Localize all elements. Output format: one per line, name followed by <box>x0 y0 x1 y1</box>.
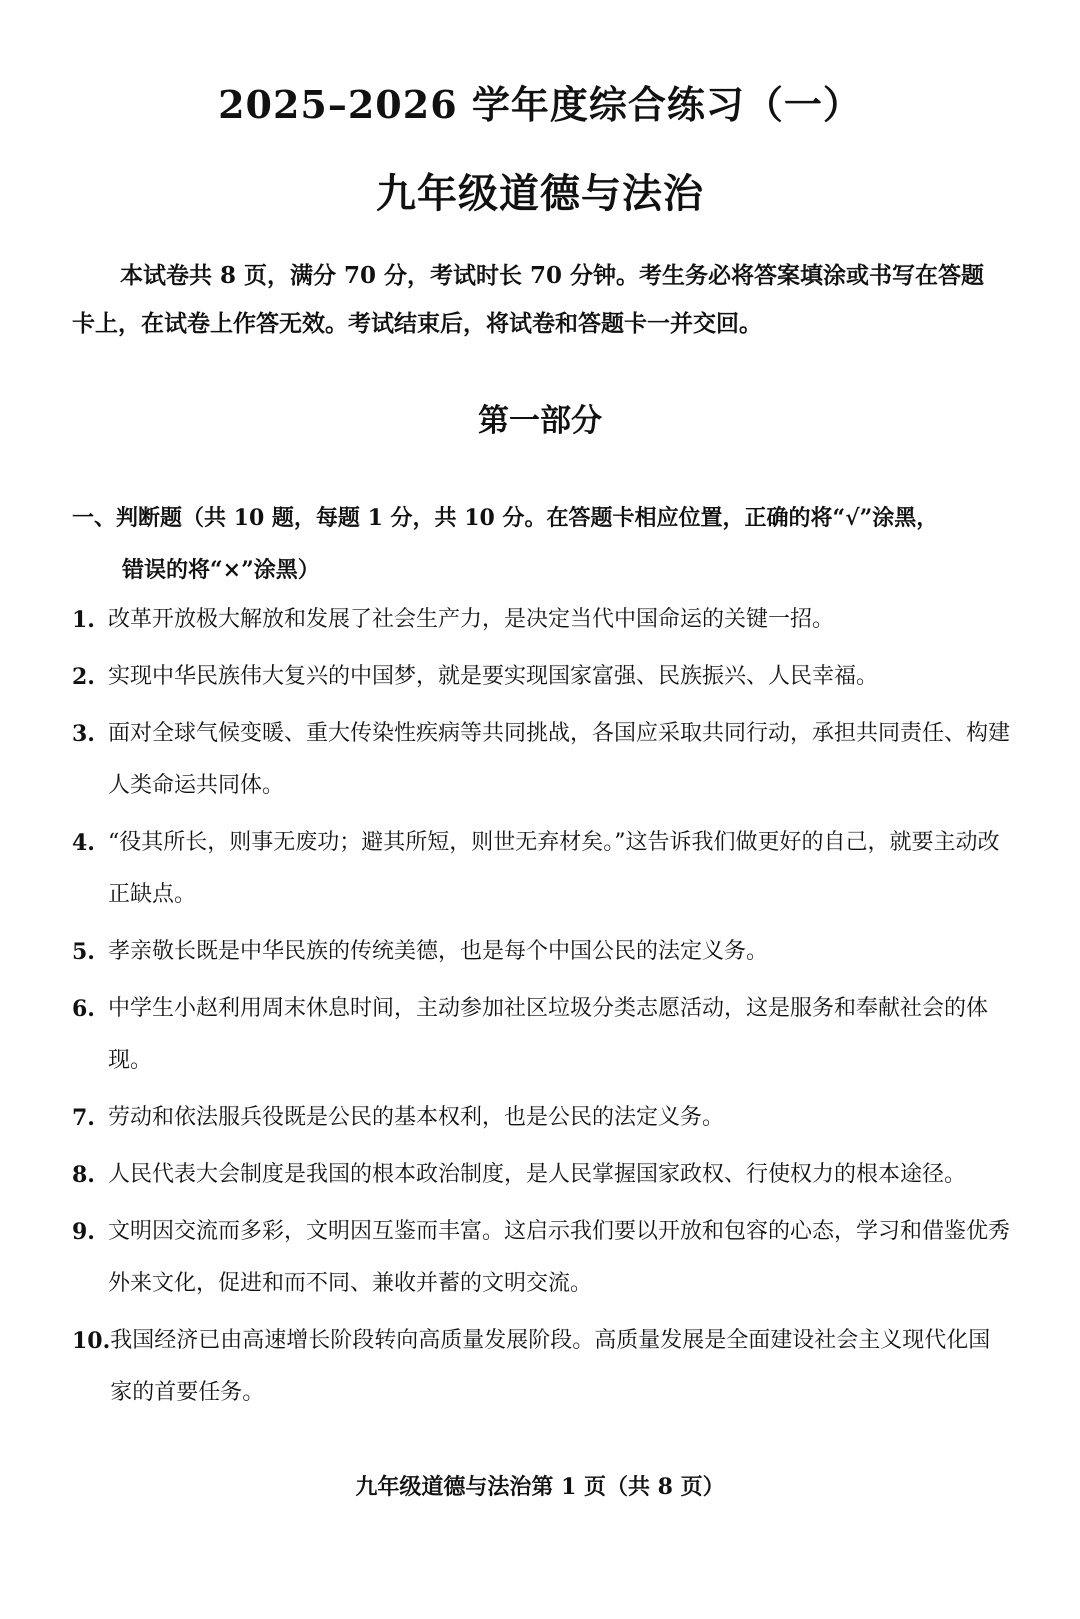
question-item <box>72 1206 1012 1310</box>
question-number: 4. <box>72 830 95 856</box>
question-number: 9. <box>72 1219 95 1245</box>
exam-title: 2025–2026 学年度综合练习（一） <box>218 82 862 127</box>
section-heading <box>72 492 1022 596</box>
question-text: “役其所长，则事无废功；避其所短，则世无弃材矣。”这告诉我们做更好的自己，就要主动改正缺点。 <box>108 830 1000 907</box>
section-heading-line1: 一、判断题（共 10 题，每题 1 分，共 10 分。在答题卡相应位置，正确的将“√”涂黑， <box>72 505 939 531</box>
question-number: 3. <box>72 721 95 747</box>
question-item <box>72 983 1012 1087</box>
question-text: 面对全球气候变暖、重大传染性疾病等共同挑战，各国应采取共同行动，承担共同责任、构建人类命运共同体。 <box>108 721 1011 798</box>
question-number: 1. <box>72 607 95 633</box>
page-footer: 九年级道德与法治第 1 页（共 8 页） <box>355 1474 725 1500</box>
question-text: 改革开放极大解放和发展了社会生产力，是决定当代中国命运的关键一招。 <box>108 607 835 632</box>
question-text: 中学生小赵利用周末休息时间，主动参加社区垃圾分类志愿活动，这是服务和奉献社会的体现。 <box>108 996 989 1073</box>
question-item <box>72 594 1012 646</box>
question-item <box>72 1149 1012 1201</box>
question-item <box>72 1092 1012 1144</box>
question-text: 我国经济已由高速增长阶段转向高质量发展阶段。高质量发展是全面建设社会主义现代化国家的首要任务。 <box>110 1328 991 1405</box>
question-item <box>72 651 1012 703</box>
question-text: 人民代表大会制度是我国的根本政治制度，是人民掌握国家政权、行使权力的根本途径。 <box>108 1162 967 1187</box>
question-number: 5. <box>72 939 95 965</box>
section-heading-line2: 错误的将“×”涂黑） <box>122 557 320 583</box>
question-item <box>72 926 1012 978</box>
exam-subject: 九年级道德与法治 <box>376 170 704 217</box>
question-text: 劳动和依法服兵役既是公民的基本权利，也是公民的法定义务。 <box>108 1105 725 1130</box>
question-text: 实现中华民族伟大复兴的中国梦，就是要实现国家富强、民族振兴、人民幸福。 <box>108 664 879 689</box>
question-item <box>72 708 1012 812</box>
question-number: 8. <box>72 1162 95 1188</box>
question-list <box>72 594 1012 1424</box>
question-number: 2. <box>72 664 95 690</box>
question-number: 10. <box>72 1328 111 1354</box>
question-item <box>72 817 1012 921</box>
question-item <box>72 1315 1012 1419</box>
question-number: 6. <box>72 996 95 1022</box>
question-text: 文明因交流而多彩，文明因互鉴而丰富。这启示我们要以开放和包容的心态，学习和借鉴优秀外来文化，促进和而不同、兼收并蓄的文明交流。 <box>108 1219 1011 1296</box>
question-number: 7. <box>72 1105 95 1131</box>
part-title: 第一部分 <box>478 403 602 439</box>
question-text: 孝亲敬长既是中华民族的传统美德，也是每个中国公民的法定义务。 <box>108 939 769 964</box>
exam-instructions: 本试卷共 8 页，满分 70 分，考试时长 70 分钟。考生务必将答案填涂或书写在答题卡上，在试卷上作答无效。考试结束后，将试卷和答题卡一并交回。 <box>72 262 985 337</box>
